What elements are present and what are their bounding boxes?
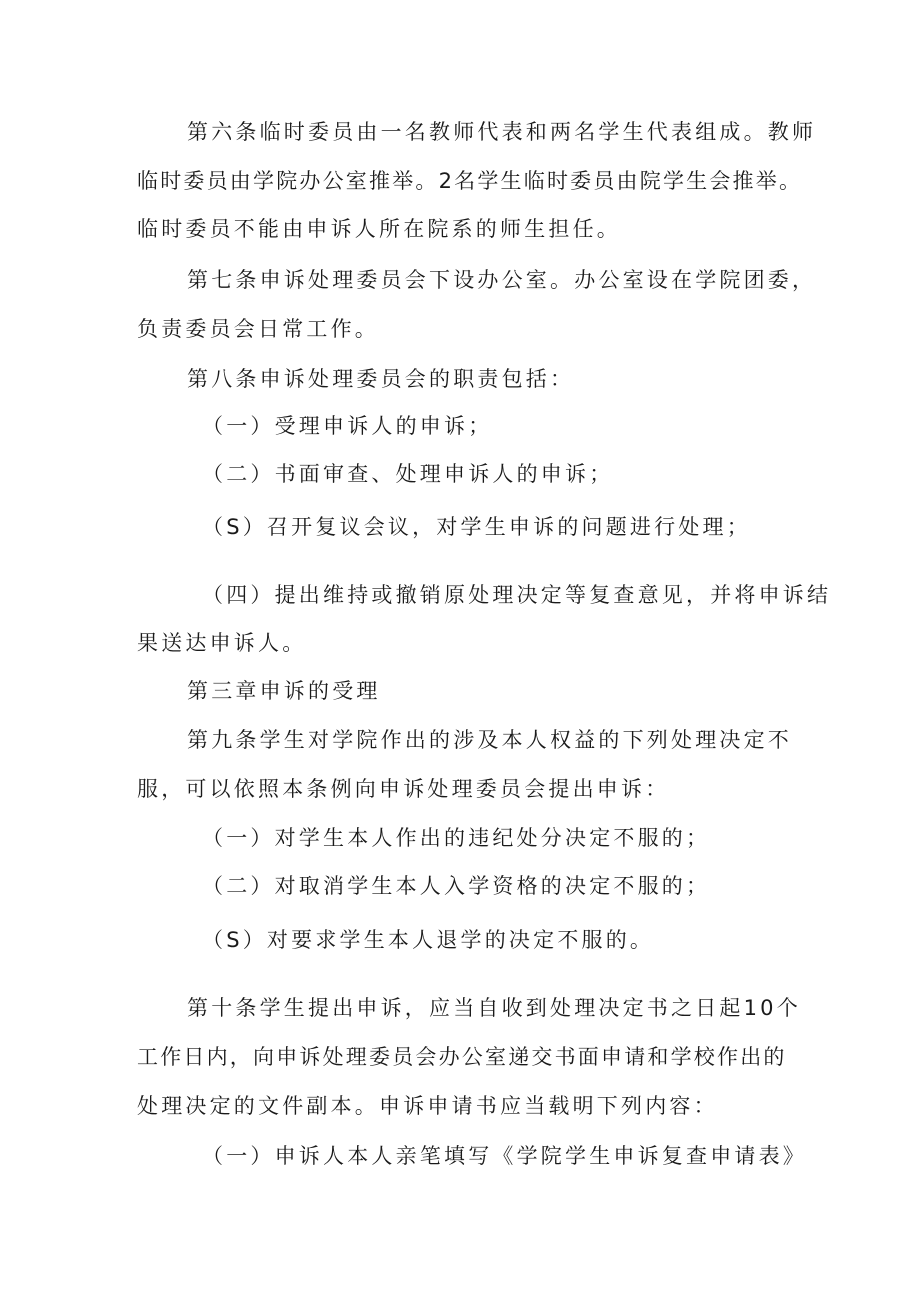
list-item-article-8-1: （一）受理申诉人的申诉； bbox=[202, 414, 493, 438]
list-item-article-9-1: （一）对学生本人作出的违纪处分决定不服的； bbox=[202, 826, 711, 850]
paragraph-article-9-line-1: 第九条学生对学院作出的涉及本人权益的下列处理决定不 bbox=[187, 728, 792, 752]
list-item-article-10-1: （一）申诉人本人亲笔填写《学院学生申诉复查申请表》 bbox=[202, 1144, 807, 1168]
list-item-article-8-2: （二）书面审查、处理申诉人的申诉； bbox=[202, 462, 614, 486]
paragraph-article-7-line-1: 第七条申诉处理委员会下设办公室。办公室设在学院团委， bbox=[187, 268, 817, 292]
paragraph-article-10-line-2: 工作日内，向申诉处理委员会办公室递交书面申请和学校作出的 bbox=[137, 1045, 787, 1069]
chapter-heading: 第三章申诉的受理 bbox=[187, 679, 381, 703]
paragraph-article-6-line-2: 临时委员由学院办公室推举。2名学生临时委员由院学生会推举。 bbox=[137, 169, 803, 193]
list-item-article-8-4-line-1: （四）提出维持或撤销原处理决定等复查意见，并将申诉结 bbox=[202, 583, 832, 607]
paragraph-article-10-line-1: 第十条学生提出申诉，应当自收到处理决定书之日起10个 bbox=[187, 996, 801, 1020]
paragraph-article-6-line-3: 临时委员不能由申诉人所在院系的师生担任。 bbox=[137, 217, 621, 241]
paragraph-article-8: 第八条申诉处理委员会的职责包括： bbox=[187, 367, 575, 391]
list-item-article-9-2: （二）对取消学生本人入学资格的决定不服的； bbox=[202, 874, 711, 898]
paragraph-article-7-line-2: 负责委员会日常工作。 bbox=[137, 317, 379, 341]
paragraph-article-10-line-3: 处理决定的文件副本。申诉申请书应当载明下列内容： bbox=[137, 1094, 718, 1118]
list-item-article-8-3: （S）召开复议会议，对学生申诉的问题进行处理； bbox=[202, 515, 751, 539]
list-item-article-9-3: （S）对要求学生本人退学的决定不服的。 bbox=[202, 928, 655, 952]
paragraph-article-9-line-2: 服，可以依照本条例向申诉处理委员会提出申诉： bbox=[137, 777, 670, 801]
paragraph-article-6-line-1: 第六条临时委员由一名教师代表和两名学生代表组成。教师 bbox=[187, 120, 817, 144]
list-item-article-8-4-line-2: 果送达申诉人。 bbox=[137, 631, 307, 655]
